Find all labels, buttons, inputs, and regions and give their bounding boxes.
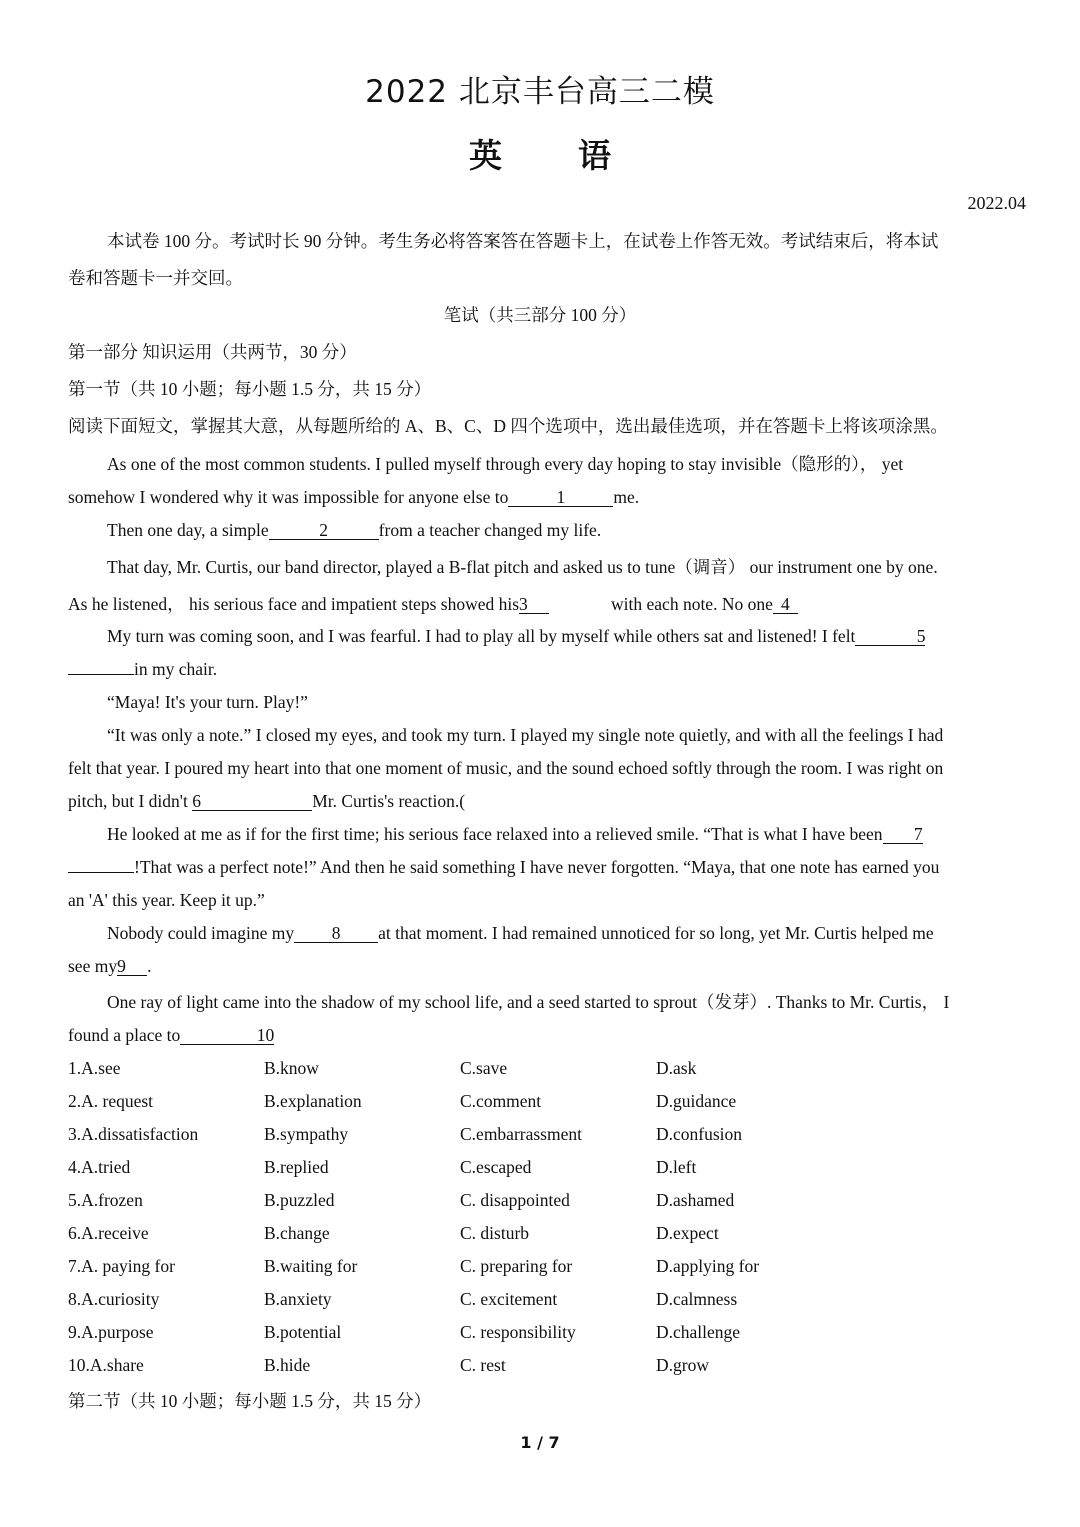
option-b: B.explanation <box>264 1091 362 1111</box>
option-row <box>68 1124 968 1148</box>
option-c: C.embarrassment <box>460 1124 582 1144</box>
option-c: C. disappointed <box>460 1190 570 1210</box>
option-d: D.guidance <box>656 1091 737 1111</box>
passage-line: My turn was coming soon, and I was fearful. I had to play all by myself while others sat and listened! I felt 5 <box>107 626 926 646</box>
option-d: D.left <box>656 1157 697 1177</box>
option-d: D.confusion <box>656 1124 743 1144</box>
option-a: 5.A.frozen <box>68 1190 143 1210</box>
passage-line: !That was a perfect note!” And then he said something I have never forgotten. “Maya, that one note has earned you <box>68 857 1028 878</box>
option-a: 3.A.dissatisfaction <box>68 1124 199 1144</box>
blank-4: 4 <box>773 595 798 614</box>
option-row <box>68 1157 968 1181</box>
option-c: C. rest <box>460 1355 506 1375</box>
option-a: 10.A.share <box>68 1355 144 1375</box>
passage-line: As he listened， his serious face and impatient steps showed his3 with each note. No one 4 <box>68 591 1028 616</box>
blank-7: 7 <box>883 825 923 844</box>
subject-title <box>0 130 1080 177</box>
option-d: D.ask <box>656 1058 697 1078</box>
option-b: B.potential <box>264 1322 342 1342</box>
option-b: B.waiting for <box>264 1256 358 1276</box>
blank-5: 5 <box>855 627 925 646</box>
passage-line: an 'A' this year. Keep it up.” <box>68 890 265 910</box>
exam-date: 2022.04 <box>967 193 1026 213</box>
option-b: B.anxiety <box>264 1289 332 1309</box>
option-d: D.challenge <box>656 1322 741 1342</box>
instruction: 阅读下面短文，掌握其大意，从每题所给的 A、B、C、D 四个选项中，选出最佳选项，并在答题卡上将该项涂黑。 <box>68 416 948 436</box>
option-c: C. excitement <box>460 1289 558 1309</box>
part1-heading: 第一部分 知识运用（共两节，30 分） <box>68 342 357 362</box>
option-c: C. disturb <box>460 1223 530 1243</box>
option-a: 2.A. request <box>68 1091 154 1111</box>
passage-line: Nobody could imagine my 8 at that moment. I had remained unnoticed for so long, yet Mr. Curtis helped me <box>107 923 934 943</box>
blank-6: 6 <box>192 792 312 811</box>
passage-line: found a place to 10 <box>68 1025 275 1045</box>
option-row <box>68 1322 968 1346</box>
option-row <box>68 1223 968 1247</box>
option-row <box>68 1091 968 1115</box>
blank-10: 10 <box>180 1026 274 1045</box>
option-c: C.comment <box>460 1091 542 1111</box>
option-b: B.know <box>264 1058 319 1078</box>
option-a: 7.A. paying for <box>68 1256 175 1276</box>
passage-line: felt that year. I poured my heart into that one moment of music, and the sound echoed softly through the room. I was right on <box>68 758 944 778</box>
option-d: D.applying for <box>656 1256 760 1276</box>
section1-heading: 第一节（共 10 小题；每小题 1.5 分，共 15 分） <box>68 379 432 399</box>
subject-char-1: 英 <box>469 136 502 175</box>
passage-line: “It was only a note.” I closed my eyes, and took my turn. I played my single note quietly, and with all the feelings I had <box>107 725 944 745</box>
section2-heading: 第二节（共 10 小题；每小题 1.5 分，共 15 分） <box>68 1391 432 1411</box>
option-a: 4.A.tried <box>68 1157 131 1177</box>
passage-line: He looked at me as if for the first time; his serious face relaxed into a relieved smile. “That is what I have been 7 <box>107 824 923 844</box>
passage-line: somehow I wondered why it was impossible for anyone else to 1 me. <box>68 487 640 507</box>
option-b: B.sympathy <box>264 1124 349 1144</box>
passage-line: in my chair. <box>68 659 1028 680</box>
blank-9: 9 <box>117 957 147 976</box>
blank-8: 8 <box>294 924 378 943</box>
blank-1: 1 <box>508 488 613 507</box>
option-d: D.grow <box>656 1355 709 1375</box>
passage-line: As one of the most common students. I pulled myself through every day hoping to stay invisible（隐形的）， yet <box>107 454 904 474</box>
option-a: 6.A.receive <box>68 1223 149 1243</box>
option-row <box>68 1355 968 1379</box>
intro-line-2: 卷和答题卡一并交回。 <box>68 268 243 288</box>
option-b: B.puzzled <box>264 1190 335 1210</box>
option-row <box>68 1256 968 1280</box>
exam-title: 2022 北京丰台高三二模 <box>365 74 715 110</box>
option-row <box>68 1289 968 1313</box>
intro-line-1: 本试卷 100 分。考试时长 90 分钟。考生务必将答案答在答题卡上，在试卷上作答无效。考试结束后，将本试 <box>107 231 939 251</box>
passage-line: “Maya! It's your turn. Play!” <box>107 692 308 712</box>
option-b: B.hide <box>264 1355 311 1375</box>
option-a: 9.A.purpose <box>68 1322 154 1342</box>
option-row <box>68 1058 968 1082</box>
page-number: 1 / 7 <box>520 1433 560 1452</box>
blank-2: 2 <box>269 521 379 540</box>
blank-3: 3 <box>519 595 549 614</box>
option-d: D.expect <box>656 1223 719 1243</box>
option-b: B.change <box>264 1223 330 1243</box>
option-d: D.ashamed <box>656 1190 735 1210</box>
option-row <box>68 1190 968 1214</box>
passage-line: pitch, but I didn't 6 Mr. Curtis's reaction.( <box>68 791 466 811</box>
passage-line: That day, Mr. Curtis, our band director, played a B-flat pitch and asked us to tune（调音） our instrument one by one. <box>107 557 938 577</box>
option-c: C. preparing for <box>460 1256 573 1276</box>
option-c: C. responsibility <box>460 1322 576 1342</box>
option-c: C.escaped <box>460 1157 532 1177</box>
option-b: B.replied <box>264 1157 329 1177</box>
option-c: C.save <box>460 1058 508 1078</box>
passage-line: One ray of light came into the shadow of my school life, and a seed started to sprout（发芽）. Thanks to Mr. Curtis， I <box>107 992 950 1012</box>
subject-char-2: 语 <box>578 136 611 175</box>
option-a: 8.A.curiosity <box>68 1289 160 1309</box>
passage-line: see my9 . <box>68 956 152 976</box>
option-a: 1.A.see <box>68 1058 121 1078</box>
written-heading: 笔试（共三部分 100 分） <box>443 305 637 325</box>
passage-line: Then one day, a simple 2 from a teacher changed my life. <box>107 520 602 540</box>
option-d: D.calmness <box>656 1289 738 1309</box>
